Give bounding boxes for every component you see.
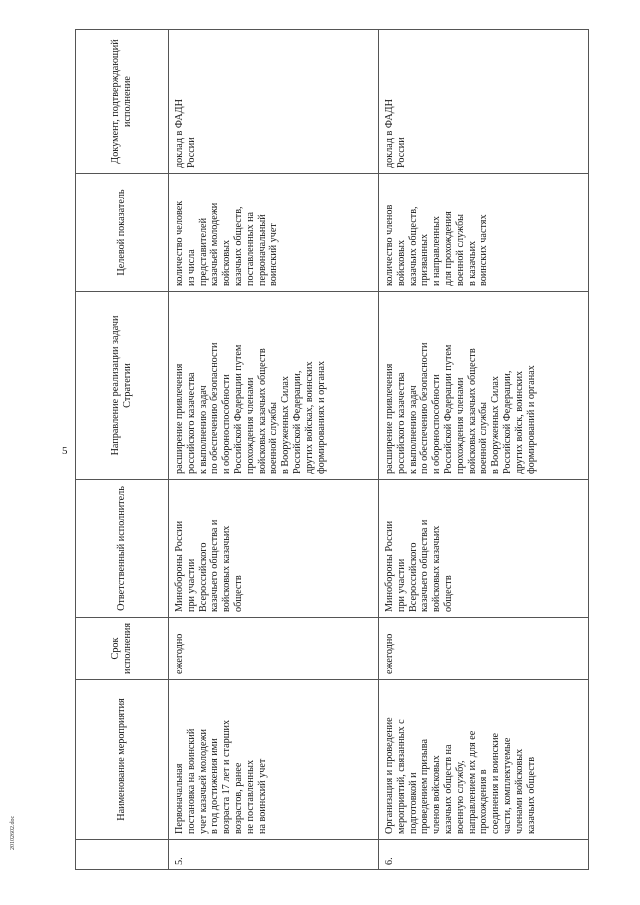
document-cell: доклад в ФАДН России xyxy=(379,30,589,174)
header-direction: Направление реализации задачи Стратегии xyxy=(76,292,169,480)
indicator-cell: количество человек из числа представителей казачьей молодежи войсковых казачьих обществ, поставленных на первоначальный воинский учет xyxy=(169,174,379,292)
direction-cell: расширение привлечения российского казачества к выполнению задач по обеспечению безопасности и обороноспособности Российской Федерации путем прохождения членами войсковых казачьих обществ военной службы в Вооруженных Силах Российской Федерации, других войсках, воинских формированиях и органах xyxy=(169,292,379,480)
measure-name-cell: Первоначальная постановка на воинский учет казачьей молодежи в год достижения ими возраста 17 лет и старших возрастов, ранее не поставленных на воинский учет xyxy=(169,680,379,840)
row-number: 5. xyxy=(169,840,379,870)
header-number xyxy=(76,840,169,870)
rotated-table-container xyxy=(75,30,585,870)
header-term: Срок исполнения xyxy=(76,618,169,680)
term-cell: ежегодно xyxy=(379,618,589,680)
executor-cell: Минобороны России при участии Всероссийского казачьего общества и войсковых казачьих обществ xyxy=(379,480,589,618)
table-header-row xyxy=(76,30,169,870)
header-document: Документ, подтверждающий исполнение xyxy=(76,30,169,174)
table-row xyxy=(379,30,589,870)
executor-cell: Минобороны России при участии Всероссийского казачьего общества и войсковых казачьих обществ xyxy=(169,480,379,618)
header-indicator: Целевой показатель xyxy=(76,174,169,292)
table-row xyxy=(169,30,379,870)
measure-name-cell: Организация и проведение мероприятий, связанных с подготовкой и проведением призыва членов войсковых казачьих обществ на военную службу, направлением их для ее прохождения в соединения и воинские части, комплектуемые членами войсковых казачьих обществ xyxy=(379,680,589,840)
page-number: 5 xyxy=(62,445,68,457)
file-name-footer: 20102602.doc xyxy=(10,815,16,850)
row-number: 6. xyxy=(379,840,589,870)
header-measure-name: Наименование мероприятия xyxy=(76,680,169,840)
term-cell: ежегодно xyxy=(169,618,379,680)
indicator-cell: количество членов войсковых казачьих обществ, призванных и направленных для прохождения военной службы в казачьих воинских частях xyxy=(379,174,589,292)
direction-cell: расширение привлечения российского казачества к выполнению задач по обеспечению безопасности и обороноспособности Российской Федерации путем прохождения членами войсковых казачьих обществ военной службы в Вооруженных Силах Российской Федерации, других войск, воинских формирований и органах xyxy=(379,292,589,480)
measures-table xyxy=(75,29,589,870)
header-executor: Ответственный исполнитель xyxy=(76,480,169,618)
document-cell: доклад в ФАДН России xyxy=(169,30,379,174)
